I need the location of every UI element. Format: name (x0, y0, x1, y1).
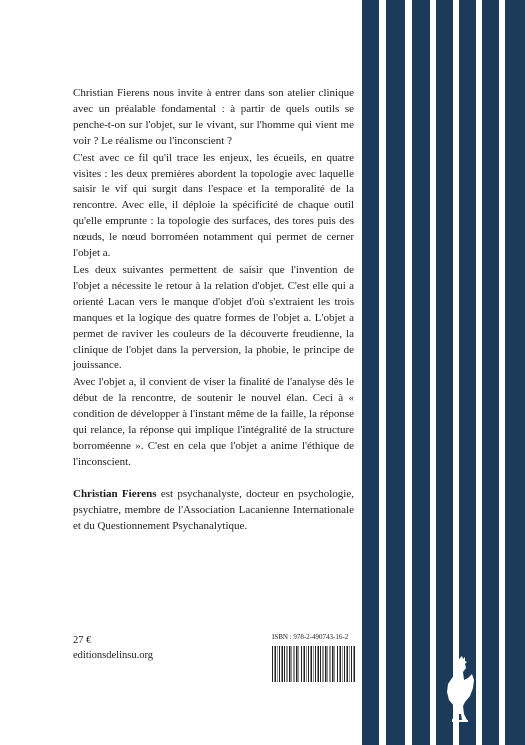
blurb (73, 86, 354, 535)
blurb-paragraph-1 (73, 86, 354, 150)
blurb-paragraph-2 (73, 151, 354, 262)
barcode-icon (272, 646, 356, 682)
price-block (73, 633, 153, 663)
stripe-2 (405, 0, 412, 745)
blurb-paragraph-4 (73, 375, 354, 470)
price: 27 € (73, 635, 92, 646)
author-bio (73, 487, 354, 535)
stripe-4 (453, 0, 459, 745)
paragraph-4-text: Avec l'objet a, il convient de viser la finalité de l'analyse dès le début de la rencontre, de soutenir le nouvel élan. Ceci à « condition de développer à l'instant même de la faille, la réponse qui relance, la réponse qui implique l'intégralité de la structure borroméenne ». C'est en cela que l'objet a anime l'éthique de l'inconscient. (73, 376, 354, 468)
isbn-block (272, 633, 364, 682)
author-bio-text: est psychanalyste, docteur en psychologie, psychiatre, membre de l'Association Lacanienne Internationale et du Questionnement Psychanalytique. (73, 487, 354, 532)
paragraph-2-text: C'est avec ce fil qu'il trace les enjeux, les écueils, en quatre visites : les deux premières abordent la topologie avec laquelle saisir le vif qui surgit dans l'espace et la temporalité de la rencontre. Avec elle, il déploie la spécificité de chaque outil qu'elle emprunte : la topologie des surfaces, des tores puis des nœuds, le nœud borroméen notamment qui permet de cerner l'objet a. (73, 151, 354, 260)
isbn-label: ISBN : 978-2-490743-16-2 (272, 633, 349, 641)
rooster-logo-icon (443, 656, 475, 728)
stripe-1 (379, 0, 386, 745)
stripe-5 (476, 0, 482, 745)
paragraph-3-text: Les deux suivantes permettent de saisir que l'invention de l'objet a nécessite le retour à la relation d'objet. C'est elle qui a orienté Lacan vers le manque d'objet d'où s'extraient les trois manques et la logique des quatre formes de l'objet a. L'objet a permet de raviver les couleurs de la découverte freudienne, la clinique de l'objet dans la perversion, la phobie, le principe de jouissance. (73, 263, 354, 372)
stripe-6 (499, 0, 505, 745)
stripe-3 (430, 0, 436, 745)
blurb-paragraph-3 (73, 263, 354, 374)
website-link[interactable]: editionsdelinsu.org (73, 650, 154, 661)
author-name: Christian Fierens (73, 487, 157, 500)
paragraph-1-text: Christian Fierens nous invite à entrer dans son atelier clinique avec un préalable fondamental : à partir de quels outils se penche-t-on sur l'objet, sur le vivant, sur l'homme qui vient me voir ? Le réalisme ou l'inconscient ? (73, 87, 354, 147)
